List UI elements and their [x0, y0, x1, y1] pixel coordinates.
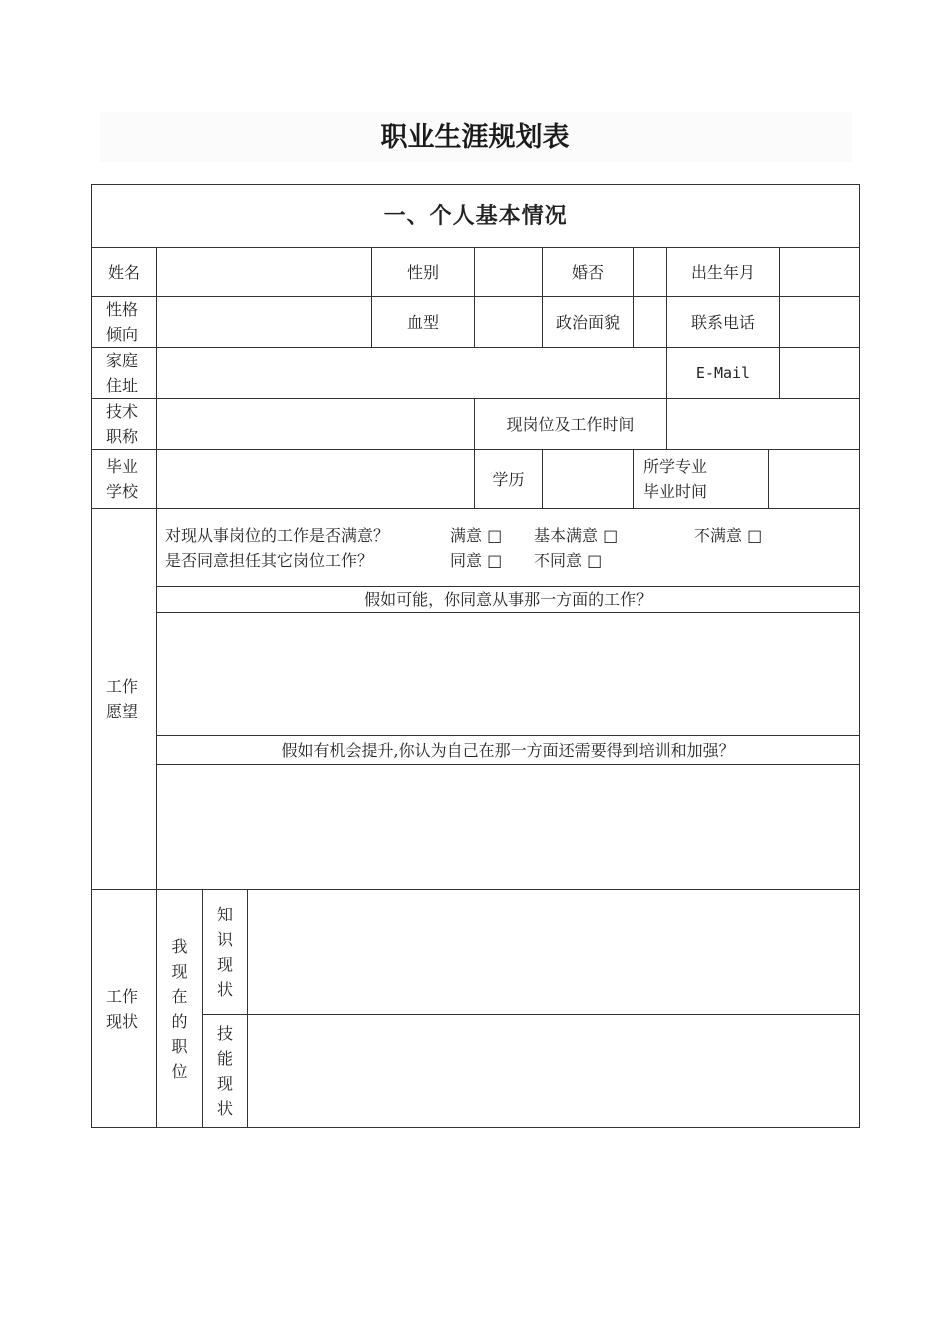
position-status-label: 我 现 在 的 职 位: [157, 890, 203, 1128]
school-value[interactable]: [157, 450, 475, 509]
q2-option-agree[interactable]: 同意 □: [450, 550, 503, 570]
major-label: 所学专业 毕业时间: [634, 450, 769, 509]
q3-prompt: 假如可能，你同意从事那一方面的工作？: [157, 587, 860, 613]
name-label: 姓名: [92, 248, 157, 297]
blood-label: 血型: [372, 297, 475, 348]
title-label: 技术 职称: [92, 399, 157, 450]
name-value[interactable]: [157, 248, 372, 297]
position-value[interactable]: [667, 399, 860, 450]
gender-value[interactable]: [475, 248, 543, 297]
career-plan-table: [91, 184, 860, 1128]
title-value[interactable]: [157, 399, 475, 450]
political-label: 政治面貌: [543, 297, 634, 348]
birth-value[interactable]: [780, 248, 860, 297]
section-title: 一、个人基本情况: [92, 185, 860, 248]
q1-option-satisfied[interactable]: 满意 □: [450, 525, 503, 545]
personality-label: 性格 倾向: [92, 297, 157, 348]
education-label: 学历: [475, 450, 543, 509]
blood-value[interactable]: [475, 297, 543, 348]
knowledge-value[interactable]: [248, 890, 860, 1015]
gender-label: 性别: [372, 248, 475, 297]
q1-option-unsatisfied[interactable]: 不满意 □: [694, 525, 763, 545]
marital-value[interactable]: [634, 248, 667, 297]
address-label: 家庭 住址: [92, 348, 157, 399]
wish-label: 工作 愿望: [92, 509, 157, 890]
school-label: 毕业 学校: [92, 450, 157, 509]
q1-option-basic[interactable]: 基本满意 □: [534, 525, 619, 545]
q2-text: 是否同意担任其它岗位工作？: [165, 550, 374, 570]
position-label: 现岗位及工作时间: [475, 399, 667, 450]
q1-text: 对现从事岗位的工作是否满意？: [165, 525, 390, 545]
q4-prompt: 假如有机会提升,你认为自己在那一方面还需要得到培训和加强？: [157, 736, 860, 765]
skill-label: 技 能 现 状: [203, 1015, 248, 1128]
email-value[interactable]: [780, 348, 860, 399]
skill-value[interactable]: [248, 1015, 860, 1128]
q3-answer[interactable]: [157, 613, 860, 736]
q4-answer[interactable]: [157, 765, 860, 890]
knowledge-label: 知 识 现 状: [203, 890, 248, 1015]
marital-label: 婚否: [543, 248, 634, 297]
q2-option-disagree[interactable]: 不同意 □: [534, 550, 603, 570]
address-value[interactable]: [157, 348, 667, 399]
status-label: 工作 现状: [92, 890, 157, 1128]
political-value[interactable]: [634, 297, 667, 348]
email-label: E-Mail: [667, 348, 780, 399]
birth-label: 出生年月: [667, 248, 780, 297]
education-value[interactable]: [543, 450, 634, 509]
page-title: 职业生涯规划表: [380, 122, 570, 153]
major-value[interactable]: [769, 450, 860, 509]
satisfaction-questions: [157, 509, 860, 587]
phone-value[interactable]: [780, 297, 860, 348]
personality-value[interactable]: [157, 297, 372, 348]
phone-label: 联系电话: [667, 297, 780, 348]
